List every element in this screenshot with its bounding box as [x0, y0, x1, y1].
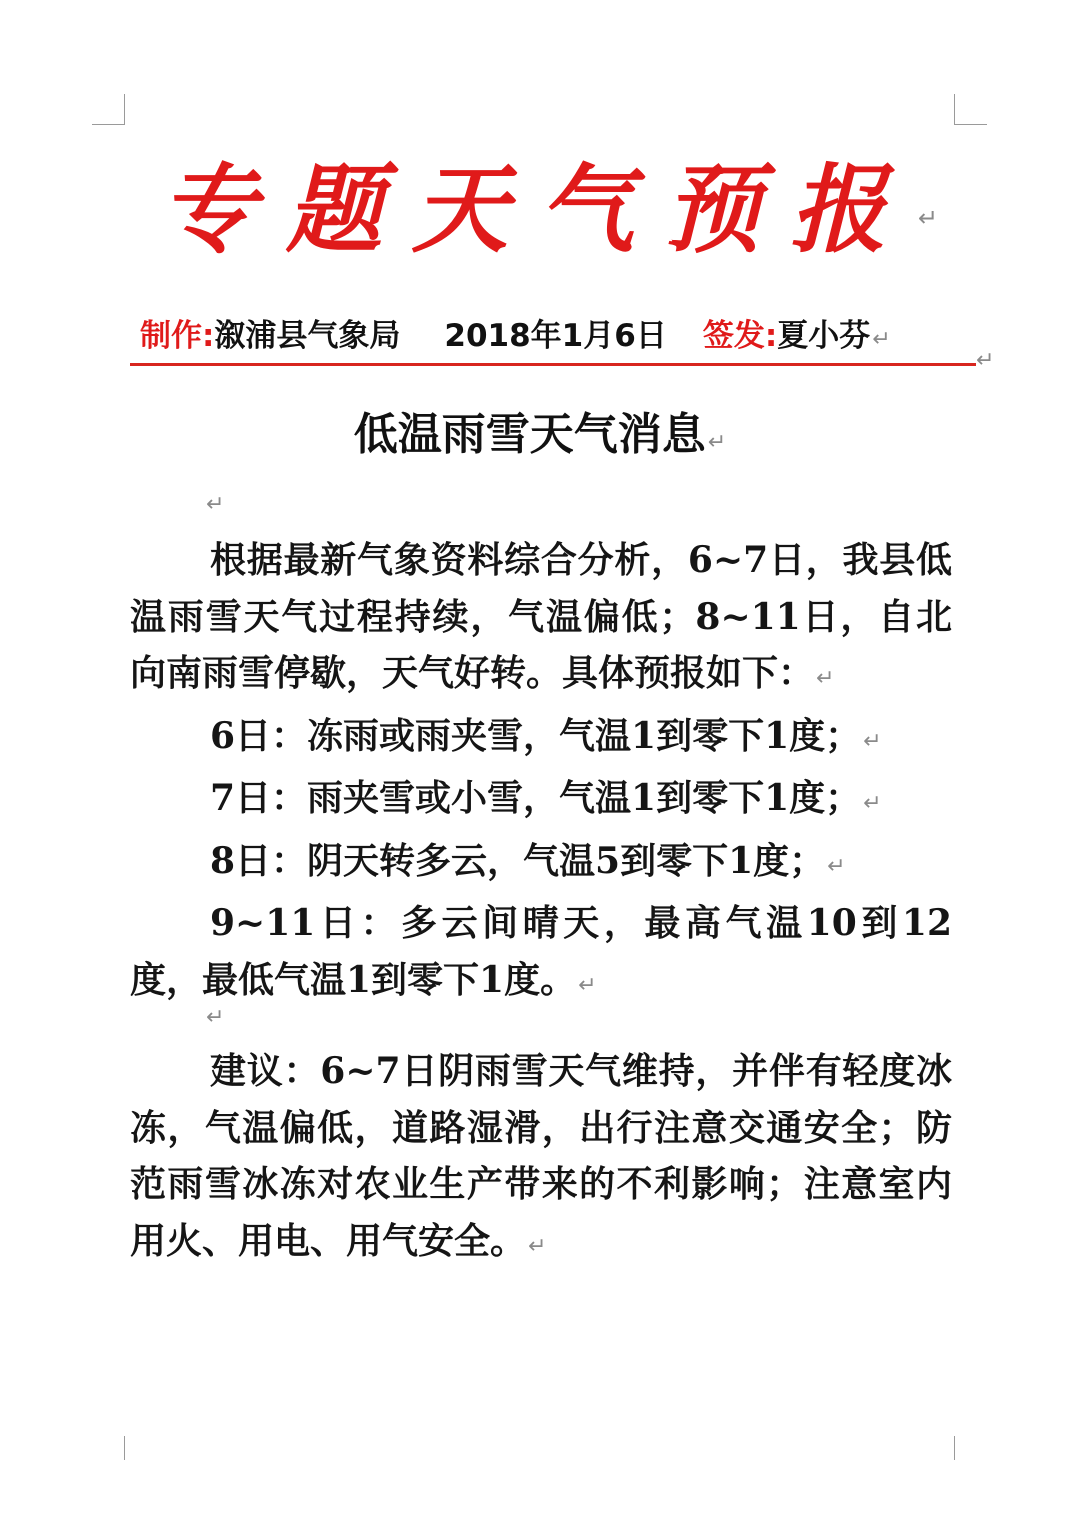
paragraph-mark-icon: ↵ — [863, 728, 882, 754]
paragraph-mark-icon: ↵ — [827, 853, 846, 879]
issue-info-line — [140, 312, 990, 360]
paragraph-mark-icon: ↵ — [976, 348, 995, 373]
paragraph-mark-icon: ↵ — [528, 1233, 547, 1259]
crop-mark-bottom-left — [92, 1436, 125, 1460]
paragraph-mark-icon: ↵ — [918, 204, 939, 233]
advice-text: 建议：6~7日阴雨雪天气维持，并伴有轻度冰冻，气温偏低，道路湿滑，出行注意交通安全；防范雨雪冰冻对农业生产带来的不利影响；注意室内用火、用电、用气安全。↵ — [130, 1050, 952, 1262]
forecast-day-7: 7日：雨夹雪或小雪，气温1到零下1度；↵ — [210, 777, 882, 819]
paragraph-mark-icon: ↵ — [578, 972, 597, 998]
issuer-label: 签发: — [702, 318, 778, 354]
crop-mark-top-left — [92, 94, 125, 125]
paragraph-mark-icon: ↵ — [707, 430, 727, 455]
paragraph-mark-icon: ↵ — [816, 666, 835, 691]
issuer-name: 夏小芬 — [777, 318, 871, 354]
paragraph-mark-icon: ↵ — [863, 791, 882, 816]
paragraph-mark-icon: ↵ — [872, 327, 891, 352]
red-divider-rule — [130, 363, 976, 366]
advice-section — [130, 1043, 952, 1275]
issue-date: 2018年1月6日 — [444, 318, 667, 354]
forecast-day-8: 8日：阴天转多云，气温5到零下1度；↵ — [210, 839, 846, 882]
forecast-intro: 根据最新气象资料综合分析，6~7日，我县低温雨雪天气过程持续，气温偏低；8~11日，自北向南雨雪停歇，天气好转。具体预报如下：↵ — [130, 539, 952, 694]
masthead-title: 专题天气预报 — [160, 153, 916, 266]
headline — [0, 405, 1080, 473]
headline-text: 低温雨雪天气消息 — [353, 409, 706, 460]
paragraph-mark-icon: ↵ — [206, 1005, 225, 1030]
forecast-day-9-11: 9~11日：多云间晴天，最高气温10到12度，最低气温1到零下1度。↵ — [130, 902, 952, 1001]
paragraph-mark-icon: ↵ — [206, 492, 225, 517]
crop-mark-bottom-right — [954, 1436, 987, 1460]
forecast-day-6: 6日：冻雨或雨夹雪，气温1到零下1度；↵ — [210, 714, 882, 757]
crop-mark-top-right — [954, 94, 987, 125]
masthead — [160, 150, 940, 270]
producer-label: 制作: — [140, 318, 215, 354]
forecast-section — [130, 532, 952, 1014]
producer-name: 溆浦县气象局 — [214, 318, 401, 354]
